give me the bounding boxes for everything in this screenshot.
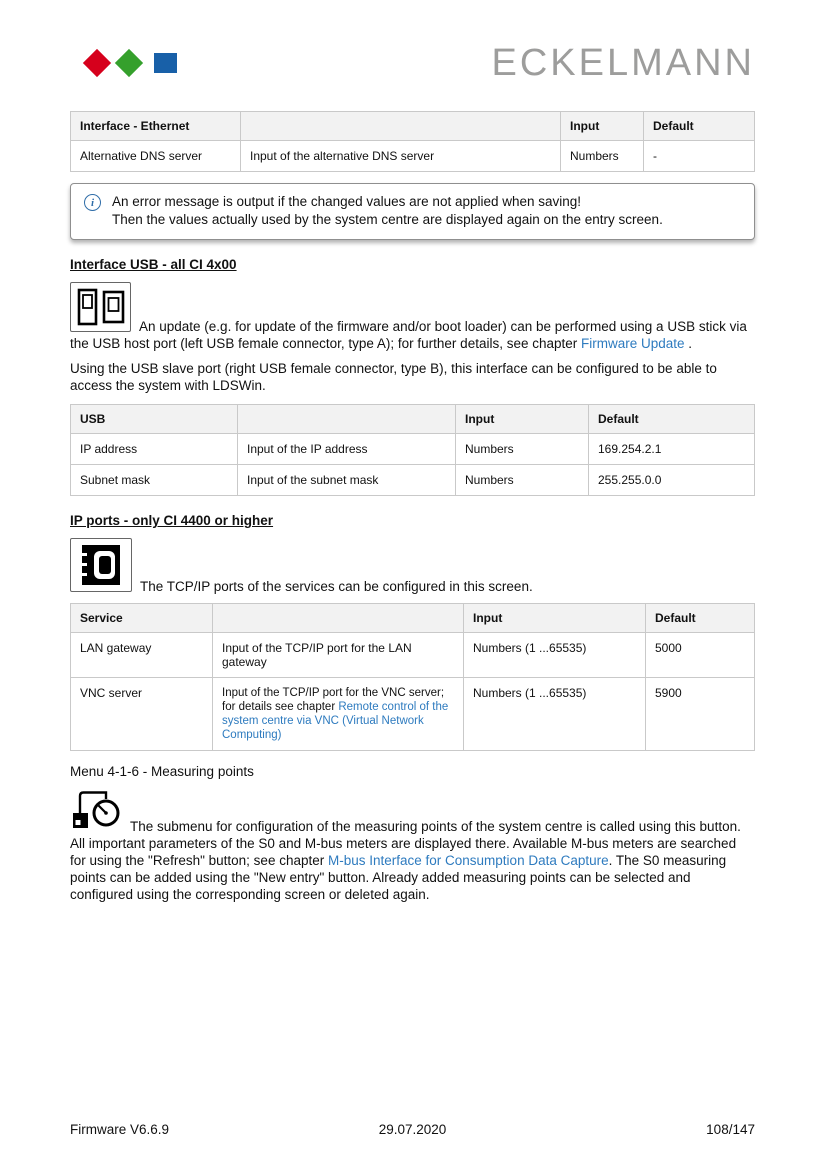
cell-description: Input of the IP address bbox=[238, 434, 456, 465]
table-row bbox=[71, 141, 755, 172]
ethernet-col-header-default: Default bbox=[644, 112, 755, 141]
ip-ports-section-heading: IP ports - only CI 4400 or higher bbox=[70, 513, 274, 528]
tcp-ip-ports-icon bbox=[70, 538, 132, 592]
mbus-interface-link[interactable]: M-bus Interface for Consumption Data Capture bbox=[327, 853, 609, 868]
cell-default: 255.255.0.0 bbox=[589, 465, 755, 496]
service-col-header-description bbox=[213, 604, 464, 633]
cell-parameter: IP address bbox=[71, 434, 238, 465]
vnc-remote-control-link[interactable]: Remote control of the system centre via VNC (Virtual Network Computing) bbox=[222, 701, 449, 741]
info-note-line2: Then the values actually used by the system centre are displayed again on the entry screen. bbox=[112, 212, 663, 227]
brand-wordmark: ECKELMANN bbox=[491, 42, 755, 84]
usb-ports-icon bbox=[70, 282, 131, 332]
ethernet-col-header-input: Input bbox=[561, 112, 644, 141]
cell-service: LAN gateway bbox=[71, 633, 213, 678]
measuring-paragraph-text1: The submenu for configuration of the measuring points of the system centre is called using this button. All important parameters of the S0 and M-bus meters are displayed there. Available M-bus meters are searched for using the "Refresh" button; see chapter bbox=[70, 819, 741, 868]
measuring-points-heading: Menu 4-1-6 - Measuring points bbox=[70, 764, 254, 779]
service-col-header-default: Default bbox=[646, 604, 755, 633]
ethernet-col-header-name: Interface - Ethernet bbox=[71, 112, 241, 141]
table-row bbox=[71, 678, 755, 751]
cell-input: Numbers bbox=[456, 434, 589, 465]
logo-red-diamond-icon bbox=[83, 49, 111, 77]
footer-firmware-version: Firmware V6.6.9 bbox=[70, 1122, 170, 1137]
usb-col-header-name: USB bbox=[71, 405, 238, 434]
cell-description: Input of the subnet mask bbox=[238, 465, 456, 496]
usb-paragraph-1-after: . bbox=[684, 336, 693, 351]
eckelmann-logo-marks bbox=[75, 46, 183, 80]
service-table-header-row bbox=[71, 604, 755, 633]
info-note-text bbox=[112, 193, 663, 229]
usb-col-header-input: Input bbox=[456, 405, 589, 434]
cell-default: 5900 bbox=[646, 678, 755, 751]
cell-input: Numbers bbox=[561, 141, 644, 172]
cell-input: Numbers bbox=[456, 465, 589, 496]
usb-section-heading: Interface USB - all CI 4x00 bbox=[70, 257, 237, 272]
page-content bbox=[70, 111, 755, 903]
cell-input: Numbers (1 ...65535) bbox=[464, 633, 646, 678]
info-note-box bbox=[70, 183, 755, 240]
usb-paragraph-1 bbox=[70, 282, 755, 352]
page-header bbox=[0, 0, 827, 84]
usb-paragraph-1-text: An update (e.g. for update of the firmware and/or boot loader) can be performed using a USB stick via the USB host port (left USB female connector, type A); for further details, see chapter bbox=[70, 319, 747, 351]
measuring-points-paragraph bbox=[70, 785, 755, 903]
firmware-update-link[interactable]: Firmware Update bbox=[581, 336, 685, 351]
logo-green-diamond-icon bbox=[115, 49, 143, 77]
logo-blue-square-icon bbox=[154, 53, 177, 73]
vnc-cell-text: Input of the TCP/IP port for the VNC server; for details see chapter bbox=[222, 687, 445, 713]
ethernet-table-header-row bbox=[71, 112, 755, 141]
page-footer bbox=[70, 1122, 755, 1137]
cell-default: 169.254.2.1 bbox=[589, 434, 755, 465]
table-row bbox=[71, 633, 755, 678]
info-note-line1: An error message is output if the changed values are not applied when saving! bbox=[112, 194, 582, 209]
usb-table bbox=[70, 404, 755, 496]
cell-parameter: Alternative DNS server bbox=[71, 141, 241, 172]
info-icon: i bbox=[84, 194, 101, 211]
cell-description: Input of the TCP/IP port for the LAN gateway bbox=[213, 633, 464, 678]
service-table bbox=[70, 603, 755, 751]
ip-ports-paragraph bbox=[70, 538, 755, 595]
table-row bbox=[71, 434, 755, 465]
usb-table-header-row bbox=[71, 405, 755, 434]
footer-page-number: 108/147 bbox=[706, 1122, 755, 1137]
usb-col-header-default: Default bbox=[589, 405, 755, 434]
usb-col-header-description bbox=[238, 405, 456, 434]
cell-service: VNC server bbox=[71, 678, 213, 751]
table-row bbox=[71, 465, 755, 496]
cell-input: Numbers (1 ...65535) bbox=[464, 678, 646, 751]
cell-default: - bbox=[644, 141, 755, 172]
ip-ports-paragraph-text: The TCP/IP ports of the services can be configured in this screen. bbox=[140, 579, 533, 594]
service-col-header-name: Service bbox=[71, 604, 213, 633]
cell-default: 5000 bbox=[646, 633, 755, 678]
ethernet-table bbox=[70, 111, 755, 172]
measuring-paragraph-text2: . The S0 measuring points can be added using the "New entry" button. Already added measuring points can be selected and configured using the corresponding screen or deleted again. bbox=[70, 853, 727, 902]
ethernet-col-header-description bbox=[241, 112, 561, 141]
cell-parameter: Subnet mask bbox=[71, 465, 238, 496]
usb-paragraph-2: Using the USB slave port (right USB female connector, type B), this interface can be configured to be able to access the system with LDSWin. bbox=[70, 361, 717, 393]
cell-description bbox=[213, 678, 464, 751]
service-col-header-input: Input bbox=[464, 604, 646, 633]
measuring-points-gauge-icon bbox=[70, 785, 122, 831]
footer-date: 29.07.2020 bbox=[378, 1122, 447, 1137]
cell-description: Input of the alternative DNS server bbox=[241, 141, 561, 172]
